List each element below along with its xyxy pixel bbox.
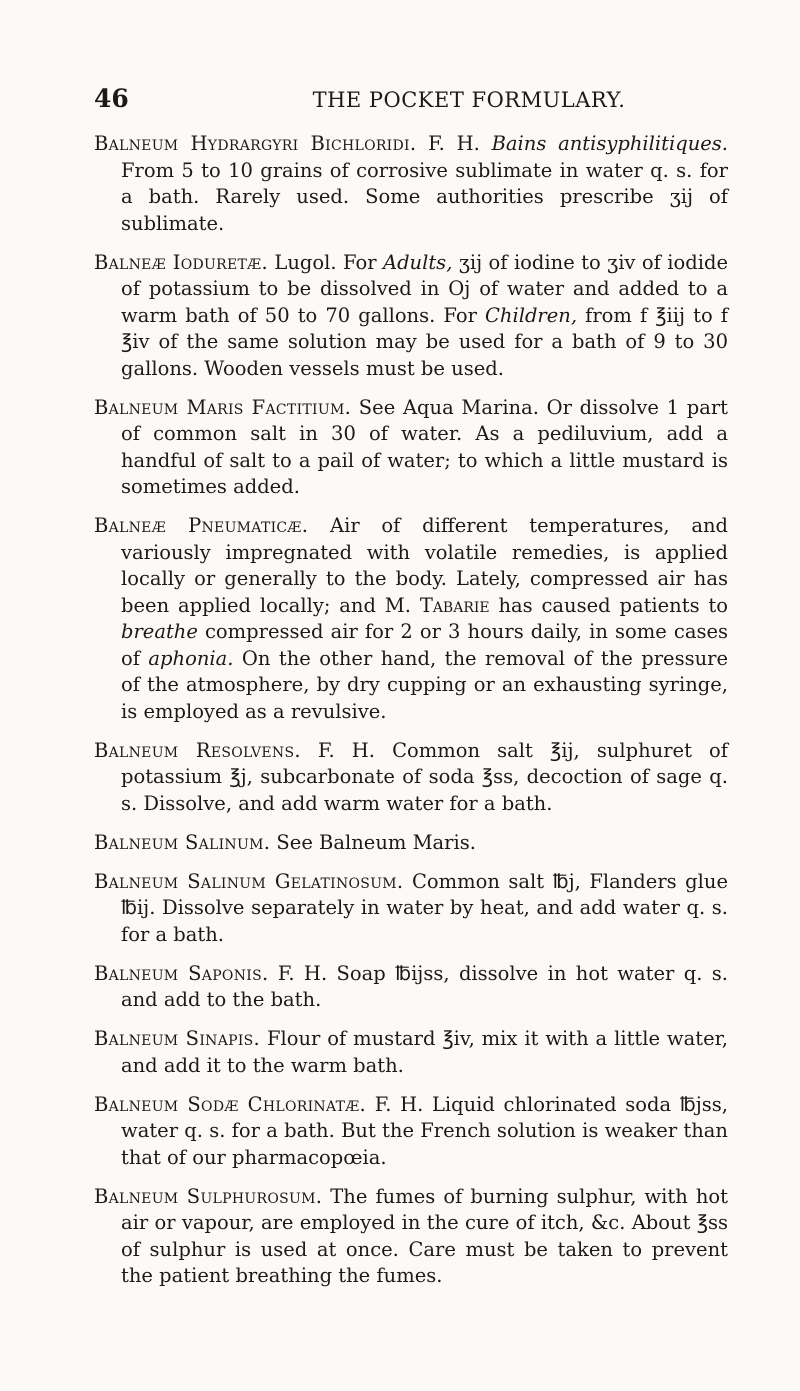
entry-text: See Balneum Maris. [270,830,476,854]
entry-heading: Balneum Saponis. [94,961,269,985]
entry-balneae-pneumaticae [94,513,728,725]
entry-heading: Balneum Resolvens. [94,738,301,762]
entry-text: Air of different temperatures, and variously impregnated with volatile remedies, is applied locally or generally to the body. Lately, compressed air has been applied locally; and M. [121,514,728,617]
entry-text: Lugol. For [267,250,383,274]
entry-heading: Balneæ Pneumaticæ. [94,514,309,537]
entry-text: F. H. [416,132,492,155]
entry-italic-term: Adults, [382,250,453,274]
entry-author-name: Tabarie [419,593,490,617]
entry-heading: Balneum Maris Factitium. [94,395,352,419]
entry-italic-term: breathe [121,620,198,643]
running-title: THE POCKET FORMULARY. [312,88,626,112]
entry-balneum-resolvens [94,738,728,818]
entry-heading: Balneum Salinum Gelatinosum. [94,869,404,893]
entry-heading: Balneum Sulphurosum. [94,1184,323,1208]
entry-text: Flour of mustard ℥iv, mix it with a little water, and add it to the warm bath. [121,1027,728,1077]
entry-heading: Balneæ Ioduretæ. [94,250,268,274]
entry-italic-term: aphonia. [148,646,234,670]
entry-text: Common salt ℔j, Flanders glue ℔ij. Dissolve separately in water by heat, and add water q. s. for a bath. [121,869,728,946]
entry-text: F. H. Soap ℔ijss, dissolve in hot water q. s. and add to the bath. [121,961,728,1011]
page-number: 46 [94,84,129,113]
entry-italic-term: Children, [485,303,578,327]
entry-balneum-salinum [94,830,728,857]
entry-balneum-salinum-gelatinosum [94,869,728,949]
entry-heading: Balneum Sinapis. [94,1027,261,1050]
entry-text: From 5 to 10 grains of corrosive sublimate in water q. s. for a bath. Rarely used. Some authorities prescribe ʒij of sublimate. [121,158,728,235]
entry-heading: Balneum Sodæ Chlorinatæ. [94,1092,367,1116]
entry-text: compressed air for 2 or 3 hours daily, in some cases of [121,620,728,670]
entry-heading: Balneum Hydrargyri Bichloridi. [94,132,417,155]
entry-text: F. H. Liquid chlorinated soda ℔jss, water q. s. for a bath. But the French solution is weaker than that of our pharmacopœia. [121,1092,728,1169]
entry-text: ʒij of iodine to ʒiv of iodide of potassium to be dissolved in Oj of water and added to a warm bath of 50 to 70 gallons. For [121,250,728,327]
entry-text: On the other hand, the removal of the pressure of the atmosphere, by dry cupping or an exhausting syringe, is employed as a revulsive. [121,646,729,723]
entry-text: has caused patients to [489,593,728,617]
page-header [94,84,724,118]
entry-text: F. H. Common salt ℥ij, sulphuret of potassium ℥j, subcarbonate of soda ℥ss, decoction of sage q. s. Dissolve, and add warm water for a bath. [121,738,729,815]
entry-balneae-ioduretae [94,250,728,383]
entry-text: The fumes of burning sulphur, with hot air or vapour, are employed in the cure of itch, &c. About ℥ss of sulphur is used at once. Care must be taken to prevent the patient breathing the fumes. [121,1184,728,1287]
entry-balneum-sulphurosum [94,1184,728,1290]
entry-balneum-sodae-chlorinatae [94,1092,728,1172]
entry-text: See Aqua Marina. Or dissolve 1 part of common salt in 30 of water. As a pediluvium, add a handful of salt to a pail of water; to which a little mustard is sometimes added. [121,395,728,498]
entry-heading: Balneum Salinum. [94,830,271,854]
entry-text: from f ℥iij to f ℥iv of the same solution may be used for a bath of 9 to 30 gallons. Wooden vessels must be used. [121,303,728,380]
entry-balneum-sinapis [94,1026,728,1079]
entry-balneum-saponis [94,961,728,1014]
entry-italic-term: Bains antisyphilitiques. [491,132,728,155]
formulary-entries [94,131,728,1302]
entry-balneum-hydrargyri-bichloridi [94,131,728,237]
entry-balneum-maris-factitium [94,395,728,501]
